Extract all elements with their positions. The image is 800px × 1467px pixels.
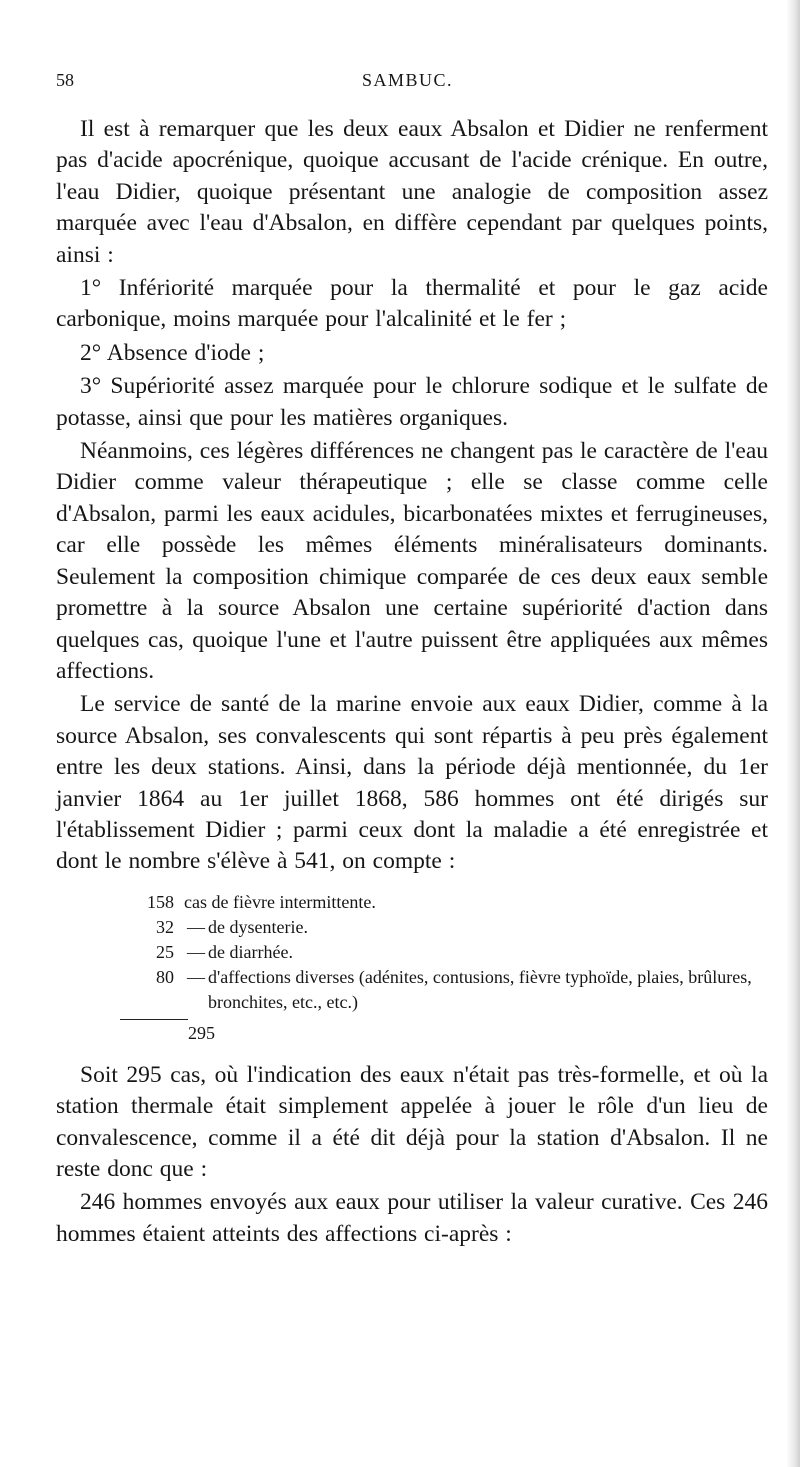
tally-label: d'affections diverses (adénites, contusions, fièvre typhoïde, plaies, brûlures, bronchites, etc., etc.)	[208, 966, 752, 1012]
case-tally	[56, 890, 768, 1046]
tally-total: 295	[188, 1022, 215, 1043]
paragraph: Soit 295 cas, où l'indication des eaux n'était pas très-formelle, et où la station thermale était simplement appelée à jouer le rôle d'un lieu de convalescence, comme il a été dit déjà pour la station d'Absalon. Il ne reste donc que :	[56, 1061, 768, 1182]
tally-dash: —	[187, 941, 205, 962]
paragraph: 3° Supériorité assez marquée pour le chlorure sodique et le sulfate de potasse, ainsi que pour les matières organiques.	[56, 373, 768, 431]
page-edge-shadow	[786, 0, 800, 1467]
tally-row	[56, 890, 768, 915]
paragraph: Il est à remarquer que les deux eaux Absalon et Didier ne renferment pas d'acide apocrénique, quoique accusant de l'acide crénique. En outre, l'eau Didier, quoique présentant une analogie de composition assez marquée avec l'eau d'Absalon, en diffère cependant par quelques points, ainsi :	[56, 116, 768, 268]
tally-row	[56, 915, 768, 940]
paragraph: 246 hommes envoyés aux eaux pour utiliser la valeur curative. Ces 246 hommes étaient atteints des affections ci-après :	[56, 1189, 768, 1247]
tally-dash: —	[187, 966, 205, 987]
tally-row	[56, 940, 768, 965]
paragraph: 2° Absence d'iode ;	[80, 339, 265, 366]
tally-label: de dysenterie.	[208, 916, 308, 937]
tally-count: 158	[147, 891, 174, 912]
tally-label: de diarrhée.	[208, 941, 293, 962]
tally-total-row	[22, 1020, 768, 1046]
tally-count: 80	[156, 966, 174, 987]
tally-count: 25	[156, 941, 174, 962]
page-number: 58	[56, 70, 74, 90]
running-title: SAMBUC.	[362, 70, 454, 90]
paragraph: Néanmoins, ces légères différences ne changent pas le caractère de l'eau Didier comme valeur thérapeutique ; elle se classe comme celle d'Absalon, parmi les eaux acidules, bicarbonatées mixtes et ferrugineuses, car elle possède les mêmes éléments minéralisateurs dominants. Seulement la composition chimique comparée de ces deux eaux semble promettre à la source Absalon une certaine supériorité d'action dans quelques cas, quoique l'une et l'autre puissent être appliquées aux mêmes affections.	[56, 438, 768, 684]
tally-row	[56, 965, 768, 1015]
running-header	[56, 70, 744, 94]
spacer	[56, 1052, 768, 1060]
page-body	[56, 114, 768, 1250]
tally-label: cas de fièvre intermittente.	[184, 891, 376, 912]
tally-dash: —	[187, 916, 205, 937]
tally-count: 32	[156, 916, 174, 937]
paragraph: 1° Infériorité marquée pour la thermalité et pour le gaz acide carbonique, moins marquée pour l'alcalinité et le fer ;	[56, 275, 768, 333]
paragraph: Le service de santé de la marine envoie aux eaux Didier, comme à la source Absalon, ses convalescents qui sont répartis à peu près également entre les deux stations. Ainsi, dans la période déjà mentionnée, du 1er janvier 1864 au 1er juillet 1868, 586 hommes ont été dirigés sur l'établissement Didier ; parmi ceux dont la maladie a été enregistrée et dont le nombre s'élève à 541, on compte :	[56, 691, 768, 875]
